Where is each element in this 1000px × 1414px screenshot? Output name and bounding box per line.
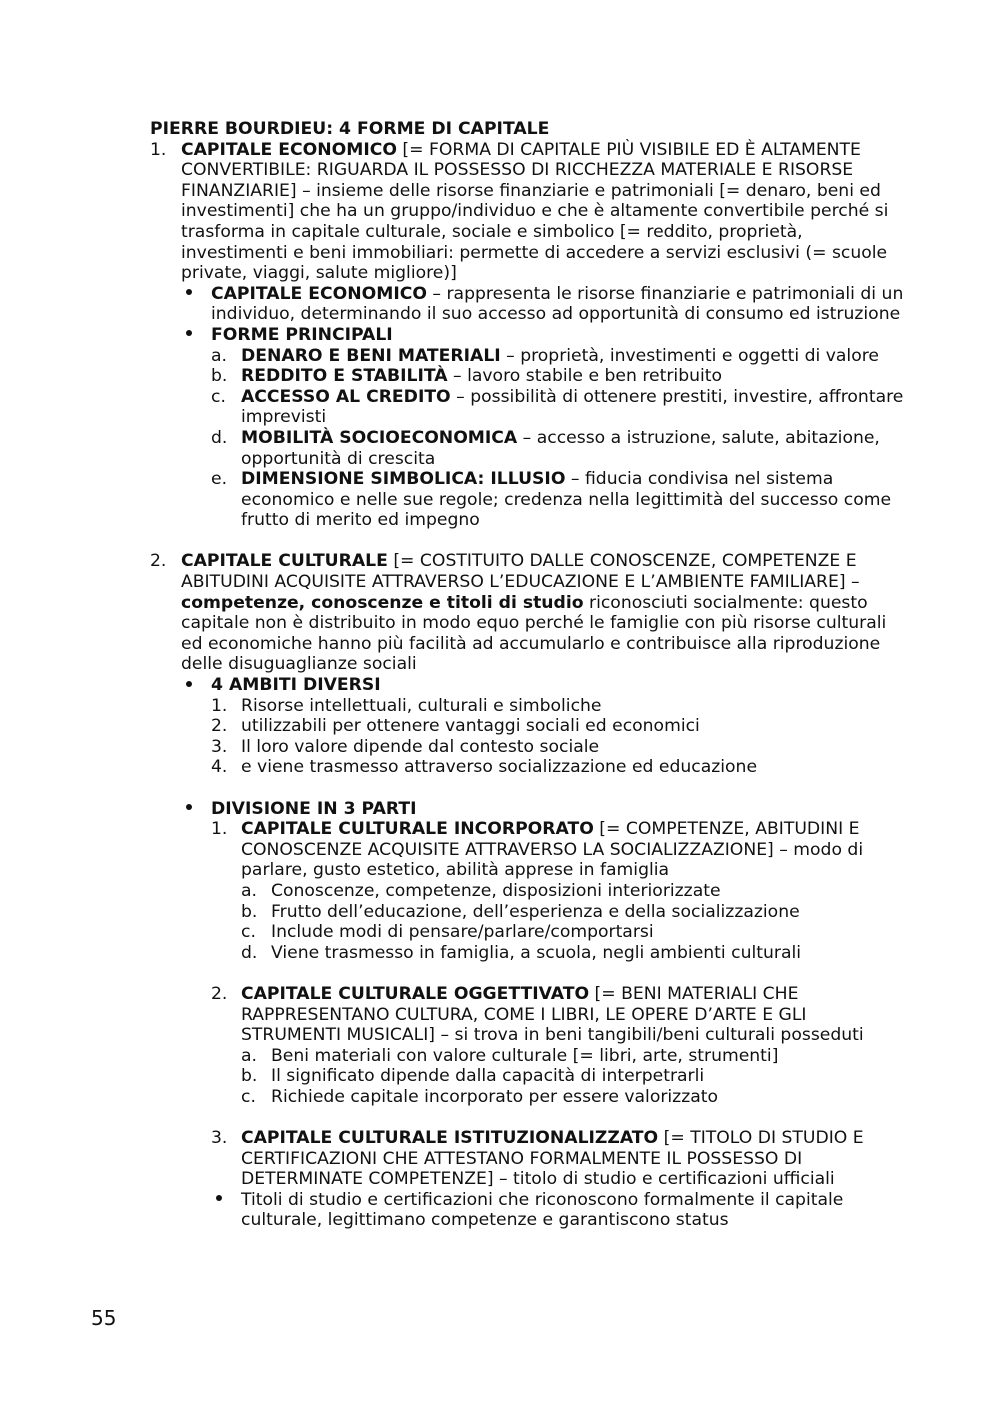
- list-item: [211, 387, 910, 428]
- subsection-text: [= TITOLO DI STUDIO E CERTIFICAZIONI CHE ATTESTANO FORMALMENTE IL POSSESSO DI DETERMINATE COMPETENZE] – titolo di studio e certificazioni ufficiali: [241, 1128, 864, 1190]
- bullet-item: [211, 1190, 910, 1231]
- item-text: – proprietà, investimenti e oggetti di valore: [500, 345, 879, 366]
- list-item: [211, 696, 910, 717]
- subsection-heading: CAPITALE CULTURALE OGGETTIVATO: [241, 983, 590, 1004]
- item-heading: ACCESSO AL CREDITO: [241, 386, 451, 407]
- subsection-incorporato: [211, 819, 910, 881]
- list-item: [241, 1066, 910, 1087]
- item-text: Il loro valore dipende dal contesto sociale: [241, 736, 600, 757]
- section-body: [181, 551, 910, 675]
- document-page: [150, 119, 910, 1231]
- section-body: [181, 140, 910, 284]
- subsection-oggettivato: [211, 984, 910, 1046]
- bullet-item: [181, 325, 910, 346]
- list-item: [211, 366, 910, 387]
- bullet-icon: [211, 1190, 241, 1211]
- bullet-heading: FORME PRINCIPALI: [211, 324, 393, 345]
- item-text: – accesso a istruzione, salute, abitazione, opportunità di crescita: [241, 427, 880, 469]
- list-marker: 1.: [211, 695, 228, 716]
- item-text: Include modi di pensare/parlare/comportarsi: [271, 922, 654, 943]
- section-heading: CAPITALE CULTURALE: [181, 551, 388, 572]
- list-marker: d.: [211, 427, 228, 448]
- list-marker: b.: [211, 366, 228, 387]
- subsection-heading: CAPITALE CULTURALE ISTITUZIONALIZZATO: [241, 1128, 659, 1149]
- bullet-heading: CAPITALE ECONOMICO: [211, 283, 427, 304]
- section-emphasis: competenze, conoscenze e titoli di studio: [181, 592, 584, 613]
- item-text: – possibilità di ottenere prestiti, investire, affrontare imprevisti: [241, 386, 904, 428]
- section-capitale-economico: [150, 140, 910, 284]
- list-item: [241, 881, 910, 902]
- page-title: PIERRE BOURDIEU: 4 FORME DI CAPITALE: [150, 119, 550, 139]
- list-marker: a.: [211, 345, 227, 366]
- item-text: Viene trasmesso in famiglia, a scuola, negli ambienti culturali: [271, 942, 802, 963]
- list-marker: 3.: [211, 1128, 228, 1149]
- item-text: Risorse intellettuali, culturali e simboliche: [241, 695, 602, 716]
- item-text: e viene trasmesso attraverso socializzazione ed educazione: [241, 757, 758, 778]
- subsection-text: [= BENI MATERIALI CHE RAPPRESENTANO CULTURA, COME I LIBRI, LE OPERE D’ARTE E GLI STRUMENTI MUSICALI] – si trova in beni tangibili/beni culturali posseduti: [241, 983, 864, 1046]
- list-number: 1.: [150, 139, 167, 160]
- section-heading: CAPITALE ECONOMICO: [181, 139, 397, 160]
- bullet-icon: [181, 325, 211, 346]
- page-number: 55: [91, 1306, 117, 1330]
- list-item: [211, 346, 910, 367]
- bullet-heading: DIVISIONE IN 3 PARTI: [211, 798, 417, 819]
- list-marker: e.: [211, 469, 228, 490]
- item-heading: DENARO E BENI MATERIALI: [241, 345, 501, 366]
- bullet-item: [181, 799, 910, 820]
- item-text: Richiede capitale incorporato per essere valorizzato: [271, 1086, 719, 1107]
- bullet-item: [181, 284, 910, 325]
- item-text: utilizzabili per ottenere vantaggi sociali ed economici: [241, 716, 700, 737]
- section-text: [= COSTITUITO DALLE CONOSCENZE, COMPETENZE E ABITUDINI ACQUISITE ATTRAVERSO L’EDUCAZIONE E L’AMBIENTE FAMILIARE] –: [181, 551, 860, 593]
- item-text: – lavoro stabile e ben retribuito: [447, 366, 723, 387]
- list-marker: a.: [241, 1045, 257, 1066]
- list-item: [241, 902, 910, 923]
- bullet-icon: [181, 799, 211, 820]
- list-item: [241, 922, 910, 943]
- list-marker: 2.: [211, 983, 228, 1004]
- list-marker: d.: [241, 942, 258, 963]
- list-item: [211, 737, 910, 758]
- bullet-text: – rappresenta le risorse finanziarie e patrimoniali di un individuo, determinando il suo accesso ad opportunità di consumo ed istruzione: [211, 283, 904, 325]
- item-heading: REDDITO E STABILITÀ: [241, 366, 448, 387]
- list-number: 2.: [150, 551, 167, 572]
- subsection-istituzionalizzato: [211, 1128, 910, 1190]
- bullet-item: [181, 675, 910, 696]
- bullet-heading: 4 AMBITI DIVERSI: [211, 675, 381, 696]
- list-item: [241, 943, 910, 964]
- item-text: Conoscenze, competenze, disposizioni interiorizzate: [271, 880, 721, 901]
- list-marker: c.: [241, 1086, 256, 1107]
- subsection-text: [= COMPETENZE, ABITUDINI E CONOSCENZE ACQUISITE ATTRAVERSO LA SOCIALIZZAZIONE] – modo di parlare, gusto estetico, abilità apprese in famiglia: [241, 819, 864, 881]
- list-marker: 2.: [211, 716, 228, 737]
- section-text: riconosciuti socialmente: questo capitale non è distribuito in modo equo perché le famiglie con più risorse culturali ed economiche hanno più facilità ad accumularlo e contribuisce alla riproduzione delle disuguaglianze sociali: [181, 592, 887, 675]
- list-item: [211, 428, 910, 469]
- list-marker: a.: [241, 880, 257, 901]
- list-item: [211, 716, 910, 737]
- section-capitale-culturale: [150, 551, 910, 675]
- list-marker: b.: [241, 1066, 258, 1087]
- list-item: [211, 757, 910, 778]
- section-text: [= FORMA DI CAPITALE PIÙ VISIBILE ED È ALTAMENTE CONVERTIBILE: RIGUARDA IL POSSESSO DI RICCHEZZA MATERIALE E RISORSE FINANZIARIE] – insieme delle risorse finanziarie e patrimoniali [= denaro, beni ed investimenti] che ha un gruppo/individuo e che è altamente convertibile perché si trasforma in capitale culturale, sociale e simbolico [= reddito, proprietà, investimenti e beni immobiliari: permette di accedere a servizi esclusivi (= scuole private, viaggi, salute migliore)]: [181, 139, 889, 284]
- list-marker: b.: [241, 901, 258, 922]
- item-text: Il significato dipende dalla capacità di interpetrarli: [271, 1066, 705, 1087]
- list-marker: 1.: [211, 819, 228, 840]
- item-text: Beni materiali con valore culturale [= libri, arte, strumenti]: [271, 1045, 779, 1066]
- subsection-heading: CAPITALE CULTURALE INCORPORATO: [241, 819, 594, 840]
- item-text: Frutto dell’educazione, dell’esperienza e della socializzazione: [271, 901, 800, 922]
- list-item: [241, 1046, 910, 1067]
- list-marker: 3.: [211, 736, 228, 757]
- item-text: – fiducia condivisa nel sistema economico e nelle sue regole; credenza nella legittimità del successo come frutto di merito ed impegno: [241, 469, 892, 531]
- list-marker: 4.: [211, 757, 228, 778]
- item-heading: MOBILITÀ SOCIOECONOMICA: [241, 427, 518, 448]
- list-item: [241, 1087, 910, 1108]
- bullet-text: Titoli di studio e certificazioni che riconoscono formalmente il capitale culturale, legittimano competenze e garantiscono status: [241, 1189, 844, 1231]
- list-item: [211, 469, 910, 531]
- bullet-icon: [181, 675, 211, 696]
- item-heading: DIMENSIONE SIMBOLICA: ILLUSIO: [241, 469, 566, 490]
- list-marker: c.: [241, 922, 256, 943]
- list-marker: c.: [211, 386, 226, 407]
- bullet-icon: [181, 284, 211, 305]
